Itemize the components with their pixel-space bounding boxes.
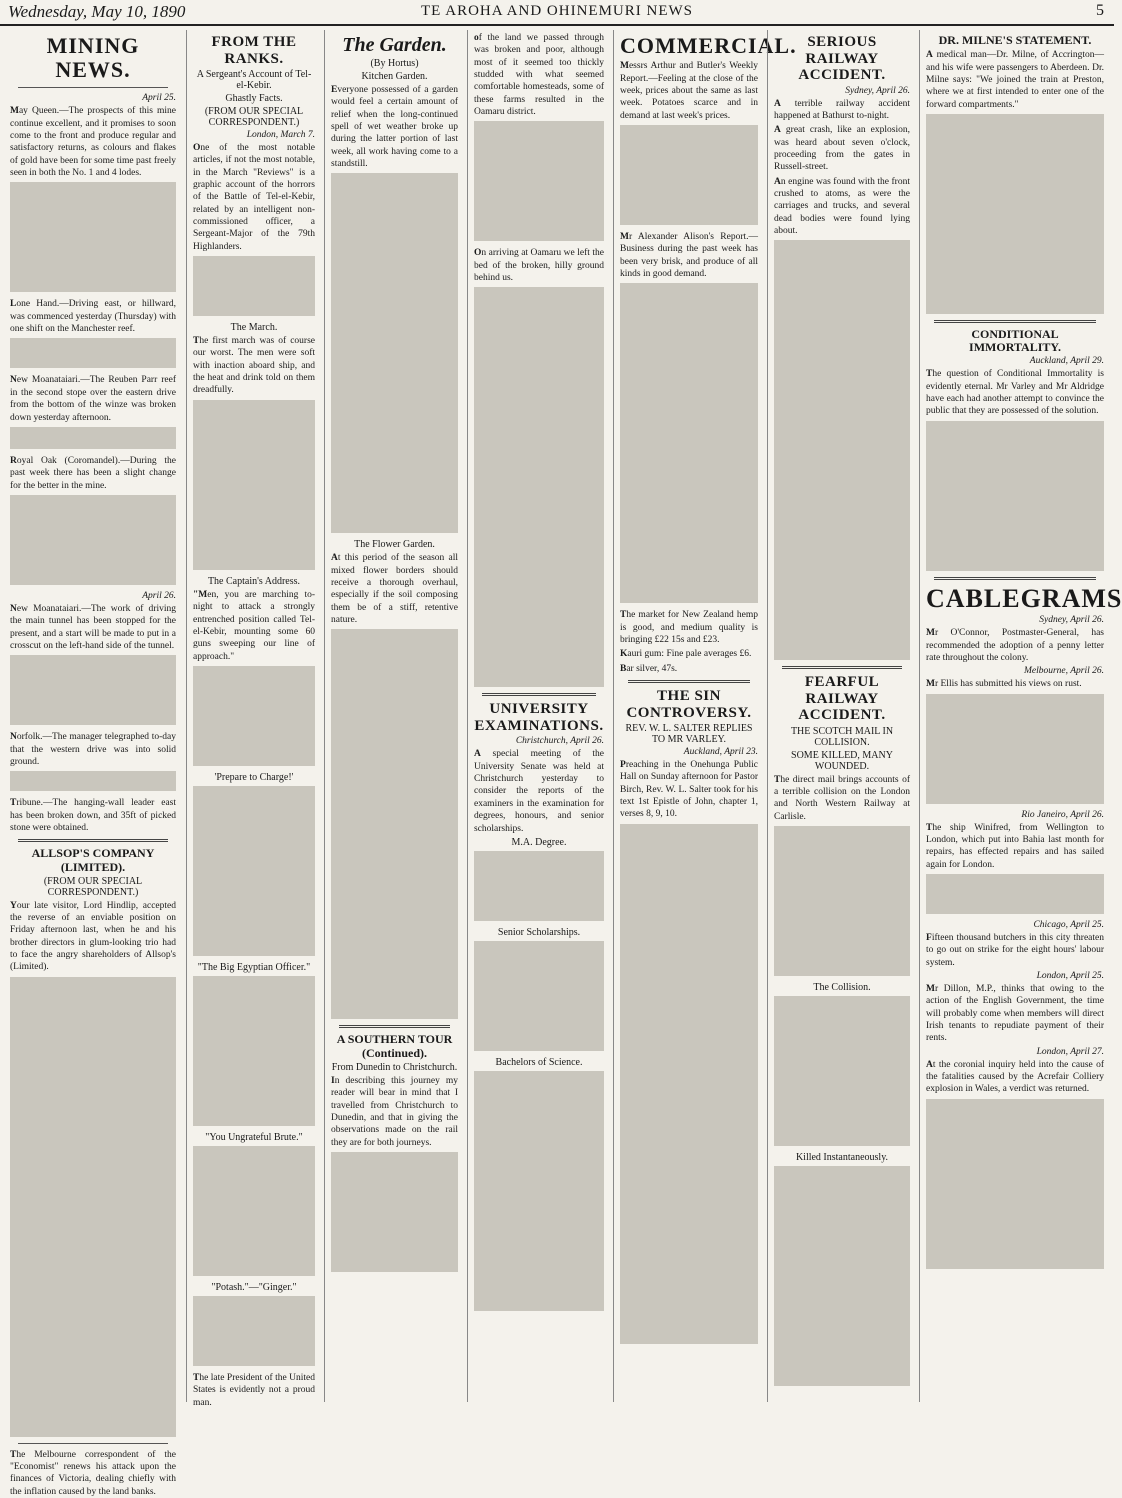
text-block (10, 495, 176, 585)
section-heading: "The Big Egyptian Officer." (197, 961, 311, 973)
article-paragraph: Mr Dillon, M.P., thinks that owing to the action of the English Government, the time will probably come when members will direct Irish tenants to repudiate payment of their rents. (926, 984, 1104, 1044)
divider (18, 839, 168, 842)
subheading: A Sergeant's Account of Tel-el-Kebir. (196, 69, 312, 91)
divider (339, 1025, 450, 1028)
article-paragraph: The market for New Zealand hemp is good, and medium quality is bringing £22 15s and £23. (620, 610, 758, 645)
subheading: From Dunedin to Christchurch. (331, 1061, 458, 1073)
text-block (193, 1146, 315, 1276)
text-block (926, 421, 1104, 571)
section-heading: The Collision. (813, 982, 871, 994)
article-paragraph: In describing this journey my reader will bear in mind that I travelled from Christchurch to Dunedin, and that in giving the observations made on the rail they are for both journeys. (331, 1075, 458, 1148)
section-heading: 'Prepare to Charge!' (214, 771, 294, 783)
article-paragraph: Lone Hand.—Driving east, or hillward, was commenced yesterday (Thursday) with one shift on the Manchester reef. (10, 299, 176, 335)
article-paragraph: On arriving at Oamaru we left the bed of the broken, hilly ground behind us. (474, 248, 604, 284)
article-paragraph: The question of Conditional Immortality is evidently eternal. Mr Varley and Mr Aldridge have each had another attempt to convince the public that they are possessed of the solution. (926, 369, 1104, 417)
section-heading: The Flower Garden. (354, 539, 435, 551)
section-heading: Kitchen Garden. (361, 71, 428, 82)
text-block (193, 1296, 315, 1366)
fearful-accident-heading: FEARFUL RAILWAY ACCIDENT. (798, 674, 886, 724)
article-paragraph: Your late visitor, Lord Hindlip, accepted the reverse of an enviable position on Friday afternoon last, when he and his brother directors in glum-looking trio had to face the angry shareholders of Allsop's (Limited). (10, 900, 176, 973)
text-block (774, 1166, 910, 1386)
divider (482, 693, 596, 696)
column-7 (919, 30, 1122, 1402)
allsops-heading: ALLSOP'S COMPANY (LIMITED). (31, 846, 155, 874)
dateline: Auckland, April 23. (683, 747, 758, 757)
text-block (926, 694, 1104, 804)
subheading: (FROM OUR SPECIAL CORRESPONDENT.) (43, 875, 143, 898)
dateline: Rio Janeiro, April 26. (1021, 809, 1104, 820)
text-block (474, 851, 604, 921)
divider (628, 680, 750, 683)
column-1 (4, 30, 182, 1497)
article-paragraph: Kauri gum: Fine pale averages £6. (620, 649, 752, 660)
text-block (926, 874, 1104, 914)
article-paragraph: Mr Ellis has submitted his views on rust. (926, 679, 1082, 690)
subheading: (FROM OUR SPECIAL CORRESPONDENT.) (204, 106, 304, 128)
dateline: April 25. (142, 93, 176, 104)
text-block (620, 824, 758, 1344)
text-block (331, 629, 458, 1019)
newspaper-title: TE AROHA AND OHINEMURI NEWS (421, 3, 693, 19)
article-paragraph: Royal Oak (Coromandel).—During the past week there has been a slight change for the better in the mine. (10, 455, 176, 491)
section-heading: Bachelors of Science. (495, 1056, 583, 1068)
text-block (774, 826, 910, 976)
article-paragraph: Messrs Arthur and Butler's Weekly Report.—Feeling at the close of the week, prices about the same as last week. Potatoes scarce and in demand at last week's prices. (620, 61, 758, 121)
column-4 (467, 30, 610, 1402)
southern-tour-heading: A SOUTHERN TOUR (Continued). (336, 1032, 453, 1060)
article-paragraph: The direct mail brings accounts of a terrible collision on the London and North Western Railway at Carlisle. (774, 774, 910, 822)
divider (934, 577, 1096, 580)
article-paragraph: At this period of the season all mixed flower borders should receive a thorough overhaul, especially if the soil composing them be of a stiff, retentive nature. (331, 553, 458, 626)
text-block (10, 977, 176, 1437)
dateline: April 26. (142, 590, 176, 601)
page-number: 5 (1096, 2, 1104, 19)
commercial-heading: COMMERCIAL. (620, 33, 797, 58)
article-paragraph: Mr Alexander Alison's Report.—Business during the past week has been very brisk, and produce of all kinds in good demand. (620, 231, 758, 279)
text-block (331, 1152, 458, 1272)
article-paragraph: A great crash, like an explosion, was heard about seven o'clock, proceeding from the gates in Russell-street. (774, 125, 910, 173)
text-block (620, 283, 758, 603)
text-block (193, 786, 315, 956)
masthead (0, 0, 1114, 26)
article-paragraph: Mr O'Connor, Postmaster-General, has recommended the adoption of a penny letter rate throughout the colony. (926, 628, 1104, 663)
text-block (193, 256, 315, 316)
section-heading: Senior Scholarships. (497, 926, 581, 938)
column-5 (613, 30, 797, 1402)
text-block (10, 338, 176, 368)
article-paragraph: Everyone possessed of a garden would feel a certain amount of relief when the long-continued spell of wet weather broke up during the latter portion of last week, all work having come to a standstill. (331, 85, 458, 170)
text-block (774, 240, 910, 660)
text-block (474, 121, 604, 241)
article-paragraph: A special meeting of the University Senate was held at Christchurch yesterday to consider the reports of the examiners in the examination for degrees, honours, and senior scholarships. (474, 749, 604, 834)
article-paragraph: Norfolk.—The manager telegraphed to-day that the western drive was into solid ground. (10, 732, 176, 767)
article-paragraph: The first march was of course our worst. The men were soft with inaction aboard ship, and the heat and drink told on them dreadfully. (193, 336, 315, 396)
article-paragraph: The late President of the United States is evidently not a proud man. (193, 1372, 315, 1408)
divider (782, 666, 902, 669)
text-block (774, 996, 910, 1146)
subheading: THE SCOTCH MAIL IN COLLISION. (790, 725, 894, 748)
subheading: REV. W. L. SALTER REPLIES TO MR VARLEY. (625, 723, 753, 745)
text-block (193, 666, 315, 766)
subheading: (By Hortus) (370, 58, 419, 69)
text-block (926, 1099, 1104, 1269)
dateline: Sydney, April 26. (1039, 615, 1104, 626)
dateline: Melbourne, April 26. (1023, 666, 1104, 677)
article-paragraph: A terrible railway accident happened at Bathurst to-night. (774, 98, 910, 121)
article-paragraph: A medical man—Dr. Milne, of Accrington—and his wife were passengers to Aberdeen. Dr. Milne says: "We joined the train at Preston, where we at first intended to enter one of the forward compartments." (926, 50, 1104, 110)
article-paragraph: New Moanataiari.—The work of driving the main tunnel has been stopped for the present, and a start will be made to put in a crosscut on the left-hand side of the tunnel. (10, 603, 176, 651)
conditional-immortality-heading: CONDITIONAL IMMORTALITY. (969, 326, 1061, 355)
text-block (474, 1071, 604, 1311)
section-heading: M.A. Degree. (511, 836, 567, 848)
divider (18, 87, 168, 88)
dateline: London, April 25. (1036, 971, 1104, 982)
article-paragraph: The ship Winifred, from Wellington to London, which put into Bahia last month for repairs, has effected repairs and has sailed again for London. (926, 822, 1104, 870)
railway-accident-heading: SERIOUS RAILWAY ACCIDENT. (798, 34, 886, 83)
article-paragraph: One of the most notable articles, if not the most notable, in the March "Reviews" is a graphic account of the horrors of the Battle of Tel-el-Kebir, related by an intelligent non-commissioned officer, a Sergeant-Major of the 79th Highlanders. (193, 143, 315, 252)
article-paragraph: At the coronial inquiry held into the cause of the fatalities caused by the Acrefair Colliery explosion in Wales, a verdict was returned. (926, 1059, 1104, 1095)
dateline: Christchurch, April 26. (515, 736, 604, 747)
text-block (331, 173, 458, 533)
text-block (620, 125, 758, 225)
section-heading: "Potash."—"Ginger." (211, 1281, 297, 1293)
cablegrams-heading: CABLEGRAMS (926, 583, 1122, 613)
dateline: Auckland, April 29. (1029, 356, 1104, 367)
article-paragraph: The Melbourne correspondent of the "Economist" renews his attack upon the finances of Victoria, dealing chiefly with the inflation caused by the land banks. (10, 1449, 176, 1497)
article-paragraph: Preaching in the Onehunga Public Hall on Sunday afternoon for Pastor Birch, Rev. W. L. Salter took for his text 1st Epistle of John, chapter 1, verses 8, 9, 10. (620, 760, 758, 820)
text-block (926, 114, 1104, 314)
text-block (10, 182, 176, 292)
divider (934, 320, 1096, 323)
dateline: Sydney, April 26. (845, 85, 910, 96)
subheading: SOME KILLED, MANY WOUNDED. (791, 749, 893, 772)
column-3 (324, 30, 464, 1402)
article-paragraph: May Queen.—The prospects of this mine continue excellent, and it promises to soon come to the front and produce regular and satisfactory returns, as colours and flakes of gold have been for some time past freely seen in both the No. 1 and 4 lodes. (10, 106, 176, 179)
sin-controversy-heading: THE SIN CONTROVERSY. (626, 688, 752, 721)
subheading: Ghastly Facts. (225, 93, 283, 104)
milne-statement-heading: DR. MILNE'S STATEMENT. (938, 33, 1092, 47)
article-paragraph: Bar silver, 47s. (620, 663, 678, 674)
text-block (474, 287, 604, 687)
issue-date: Wednesday, May 10, 1890 (8, 2, 186, 21)
text-block (193, 976, 315, 1126)
article-paragraph: "Men, you are marching to-night to attack a strongly entrenched position called Tel-el-Kebir, mounting some 60 guns sweeping our line of approach." (193, 589, 315, 662)
article-paragraph: Tribune.—The hanging-wall leader east has been broken down, and 35ft of picked stone were obtained. (10, 798, 176, 833)
column-6 (767, 30, 916, 1402)
article-paragraph: New Moanataiari.—The Reuben Parr reef in the second stope over the eastern drive from the bottom of the winze was broken down yesterday afternoon. (10, 375, 176, 423)
text-block (10, 655, 176, 725)
text-block (10, 771, 176, 791)
section-heading: The March. (230, 322, 278, 334)
divider (18, 1443, 168, 1444)
dateline: London, April 27. (1036, 1046, 1104, 1057)
text-block (193, 400, 315, 570)
article-paragraph: of the land we passed through was broken and poor, although most of it seemed too thickly studded with what seemed comfortable homesteads, some of these farms resulted in the Oamaru district. (474, 33, 604, 118)
text-block (474, 941, 604, 1051)
section-heading: Killed Instantaneously. (795, 1152, 889, 1164)
article-paragraph: An engine was found with the front crushed to atoms, as were the carriages and trucks, and several dead bodies were found lying about. (774, 176, 910, 236)
text-block (10, 427, 176, 449)
university-exams-heading: UNIVERSITY EXAMINATIONS. (474, 701, 604, 734)
article-paragraph: Fifteen thousand butchers in this city threaten to go out on strike for the eight hours' labour system. (926, 933, 1104, 968)
column-2 (186, 30, 321, 1408)
dateline: Chicago, April 25. (1033, 920, 1104, 930)
mining-news-heading: MINING NEWS. (46, 33, 140, 83)
garden-heading: The Garden. (342, 34, 447, 56)
section-heading: The Captain's Address. (207, 575, 301, 587)
from-the-ranks-heading: FROM THE RANKS. (211, 34, 297, 67)
section-heading: "You Ungrateful Brute." (205, 1131, 303, 1143)
dateline: London, March 7. (246, 130, 315, 140)
